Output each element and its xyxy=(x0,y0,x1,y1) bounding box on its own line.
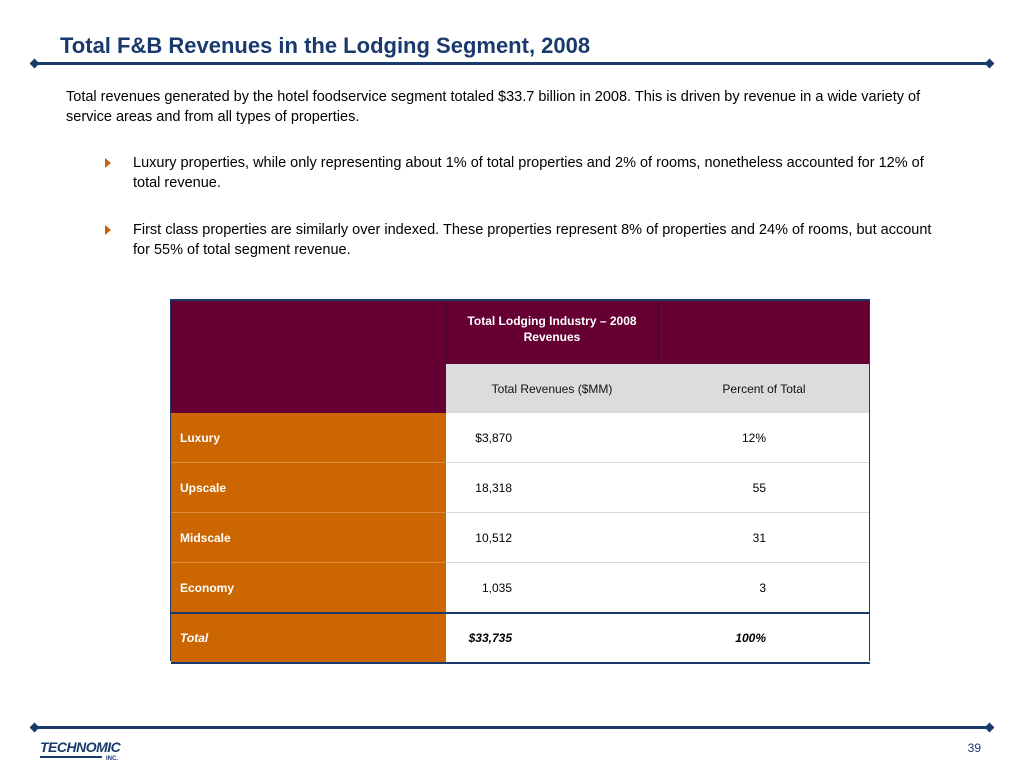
table-column-header-row xyxy=(171,364,870,413)
bottom-divider xyxy=(34,726,990,729)
header-empty-cell xyxy=(171,300,446,364)
column-header-revenue: Total Revenues ($MM) xyxy=(446,364,658,413)
revenue-cell: $3,870 xyxy=(446,413,658,463)
divider-right-diamond-icon xyxy=(985,59,995,69)
top-divider xyxy=(34,62,990,65)
logo-wordmark: TECHNOMIC xyxy=(40,739,121,755)
row-label: Luxury xyxy=(171,413,446,463)
table-row xyxy=(171,413,870,463)
column-header-percent: Percent of Total xyxy=(658,364,870,413)
divider-left-diamond-icon xyxy=(30,723,40,733)
bullet-arrow-icon xyxy=(105,225,111,235)
header-empty-cell xyxy=(658,300,870,364)
percent-cell: 3 xyxy=(658,563,870,614)
row-label: Economy xyxy=(171,563,446,614)
revenue-cell: 10,512 xyxy=(446,513,658,563)
table-group-header-row xyxy=(171,300,870,364)
bullet-text: First class properties are similarly over indexed. These properties represent 8% of properties and 24% of rooms, but account for 55% of total segment revenue. xyxy=(133,222,932,258)
row-label: Midscale xyxy=(171,513,446,563)
table-row xyxy=(171,563,870,614)
table-row xyxy=(171,463,870,513)
revenue-cell: 18,318 xyxy=(446,463,658,513)
revenue-table xyxy=(171,299,870,664)
percent-cell: 55 xyxy=(658,463,870,513)
technomic-logo xyxy=(40,739,120,765)
slide-title: Total F&B Revenues in the Lodging Segment, 2008 xyxy=(60,33,591,58)
total-label: Total xyxy=(171,613,446,663)
row-label: Upscale xyxy=(171,463,446,513)
bullet-arrow-icon xyxy=(105,158,111,168)
header-empty-cell xyxy=(171,364,446,413)
total-revenue-cell: $33,735 xyxy=(446,613,658,663)
table-border-right xyxy=(869,299,870,661)
bullet-text: Luxury properties, while only representing about 1% of total properties and 2% of rooms, nonetheless accounted for 12% of total revenue. xyxy=(133,155,924,191)
page-number: 39 xyxy=(967,741,981,755)
divider-left-diamond-icon xyxy=(30,59,40,69)
bullet-item xyxy=(105,220,945,260)
total-percent-cell: 100% xyxy=(658,613,870,663)
percent-cell: 31 xyxy=(658,513,870,563)
logo-suffix: INC. xyxy=(106,756,118,762)
table-total-row xyxy=(171,613,870,663)
group-header-label: Total Lodging Industry – 2008 Revenues xyxy=(467,313,637,344)
bullet-item xyxy=(105,153,945,193)
intro-paragraph: Total revenues generated by the hotel foodservice segment totaled $33.7 billion in 2008. This is driven by revenue in a wide variety of service areas and from all types of properties. xyxy=(66,89,921,125)
table-border-left xyxy=(170,299,171,661)
group-header-cell xyxy=(446,300,658,364)
divider-right-diamond-icon xyxy=(985,723,995,733)
percent-cell: 12% xyxy=(658,413,870,463)
logo-underline xyxy=(40,756,102,758)
revenue-cell: 1,035 xyxy=(446,563,658,614)
table-row xyxy=(171,513,870,563)
